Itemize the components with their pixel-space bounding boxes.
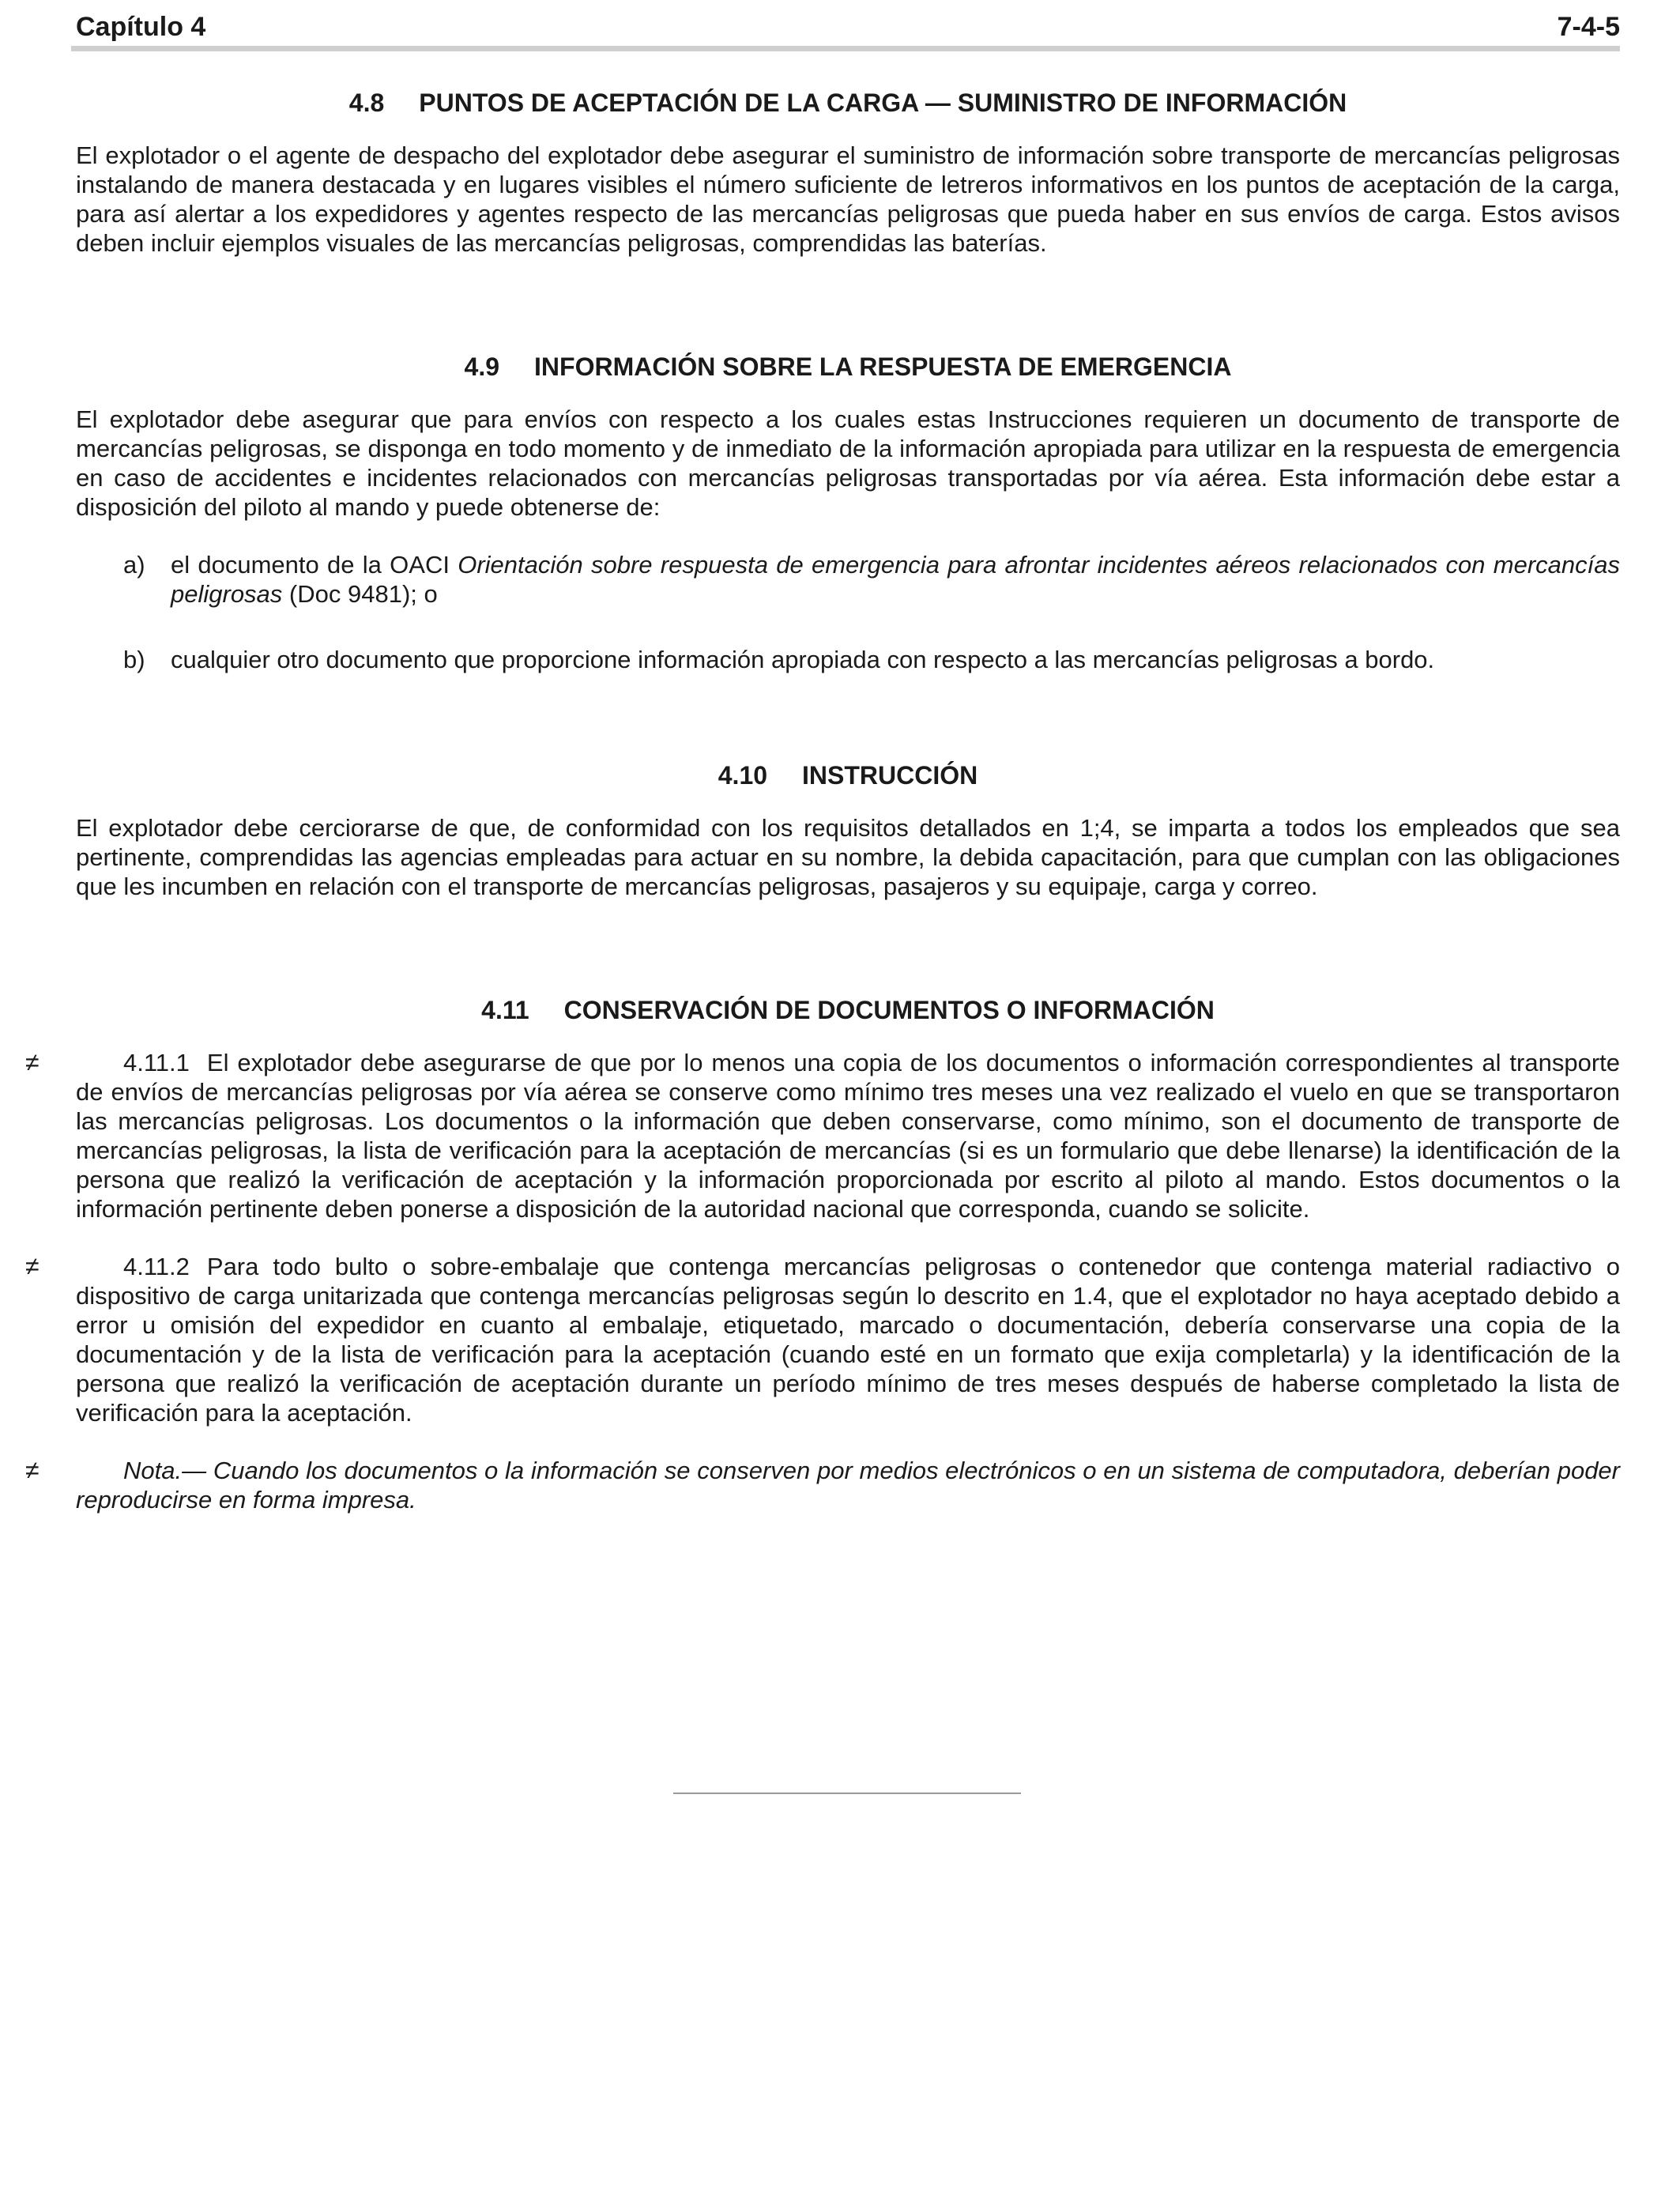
change-mark-icon: ≠	[25, 1456, 40, 1484]
section-number: 4.10	[718, 761, 768, 790]
section-paragraph: El explotador debe asegurar que para envíos con respecto a los cuales estas Instrucciones requieren un documento de transporte de mercancías peligrosas, se disponga en todo momento y de inmediato de la información apropiada para utilizar en la respuesta de emergencia en caso de accidentes e incidentes relacionados con mercancías peligrosas transportadas por vía aérea. Esta información debe estar a disposición del piloto al mando y puede obtenerse de:	[76, 405, 1620, 521]
paragraph-number: 4.11.1	[123, 1049, 190, 1076]
list-item-b	[76, 645, 1620, 674]
list-item-text: el documento de la OACI	[171, 551, 458, 579]
note-paragraph	[25, 1456, 1620, 1514]
paragraph-4-11-2	[25, 1252, 1620, 1427]
section-paragraph: El explotador o el agente de despacho del explotador debe asegurar el suministro de información sobre transporte de mercancías peligrosas instalando de manera destacada y en lugares visibles el número suficiente de letreros informativos en los puntos de aceptación de la carga, para así alertar a los expedidores y agentes respecto de las mercancías peligrosas que pueda haber en sus envíos de carga. Estos avisos deben incluir ejemplos visuales de las mercancías peligrosas, comprendidas las baterías.	[76, 141, 1620, 257]
end-of-page-rule	[673, 1793, 1021, 1794]
paragraph-text: El explotador debe asegurarse de que por lo menos una copia de los documentos o información correspondientes al transporte de envíos de mercancías peligrosas por vía aérea se conserve como mínimo tres meses una vez realizado el vuelo en que se transportaron las mercancías peligrosas. Los documentos o la información que deben conservarse, como mínimo, son el documento de transporte de mercancías peligrosas, la lista de verificación para la aceptación de mercancías (si es un formulario que debe llenarse) la identificación de la persona que realizó la verificación de aceptación y la información proporcionada por escrito al piloto al mando. Estos documentos o la información pertinente deben ponerse a disposición de la autoridad nacional que corresponda, cuando se solicite.	[76, 1049, 1620, 1223]
section-title: CONSERVACIÓN DE DOCUMENTOS O INFORMACIÓN	[563, 996, 1215, 1024]
paragraph-number: 4.11.2	[123, 1253, 190, 1280]
change-mark-icon: ≠	[25, 1048, 40, 1076]
section-title: PUNTOS DE ACEPTACIÓN DE LA CARGA — SUMINISTRO DE INFORMACIÓN	[419, 89, 1347, 117]
section-number: 4.11	[481, 996, 529, 1024]
section-paragraph: El explotador debe cerciorarse de que, de conformidad con los requisitos detallados en 1;4, se imparta a todos los empleados que sea pertinente, comprendidas las agencias empleadas para actuar en su nombre, la debida capacitación, para que cumplan con las obligaciones que les incumben en relación con el transporte de mercancías peligrosas, pasajeros y su equipaje, carga y correo.	[76, 814, 1620, 900]
section-heading-4-8	[76, 87, 1620, 119]
list-marker: b)	[123, 646, 145, 673]
section-title: INFORMACIÓN SOBRE LA RESPUESTA DE EMERGENCIA	[534, 352, 1232, 381]
running-header	[76, 5, 1620, 43]
paragraph-4-11-1	[25, 1048, 1620, 1223]
list-item-text: cualquier otro documento que proporcione información apropiada con respecto a las mercancías peligrosas a bordo.	[171, 646, 1435, 673]
document-title: Orientación sobre respuesta de emergencia para afrontar incidentes aéreos relacionados con mercancías peligrosas	[171, 551, 1620, 608]
paragraph-text: Para todo bulto o sobre-embalaje que contenga mercancías peligrosas o contenedor que contenga material radiactivo o dispositivo de carga unitarizada que contenga mercancías peligrosas según lo descrito en 1.4, que el explotador no haya aceptado debido a error u omisión del expedidor en cuanto al embalaje, etiquetado, marcado o documentación, debería conservarse una copia de la documentación y de la lista de verificación para la aceptación (cuando esté en un formato que exija completarla) y la identificación de la persona que realizó la verificación de aceptación durante un período mínimo de tres meses después de haberse completado la lista de verificación para la aceptación.	[76, 1253, 1620, 1427]
note-text: Cuando los documentos o la información se conserven por medios electrónicos o en un sistema de computadora, deberían poder reproducirse en forma impresa.	[76, 1457, 1620, 1514]
note-label: Nota.—	[123, 1457, 207, 1484]
section-heading-4-9	[76, 351, 1620, 383]
page-number: 7-4-5	[1557, 12, 1620, 42]
section-heading-4-10	[76, 760, 1620, 791]
list-item-text: (Doc 9481); o	[282, 580, 438, 608]
change-mark-icon: ≠	[25, 1252, 40, 1280]
list-item-a	[76, 550, 1620, 609]
section-number: 4.9	[464, 352, 500, 381]
list-marker: a)	[123, 551, 145, 579]
header-rule	[71, 46, 1620, 51]
section-number: 4.8	[348, 89, 385, 117]
section-heading-4-11	[76, 994, 1620, 1026]
page-content	[25, 87, 1620, 1514]
section-title: INSTRUCCIÓN	[802, 761, 978, 790]
chapter-label: Capítulo 4	[76, 12, 206, 42]
